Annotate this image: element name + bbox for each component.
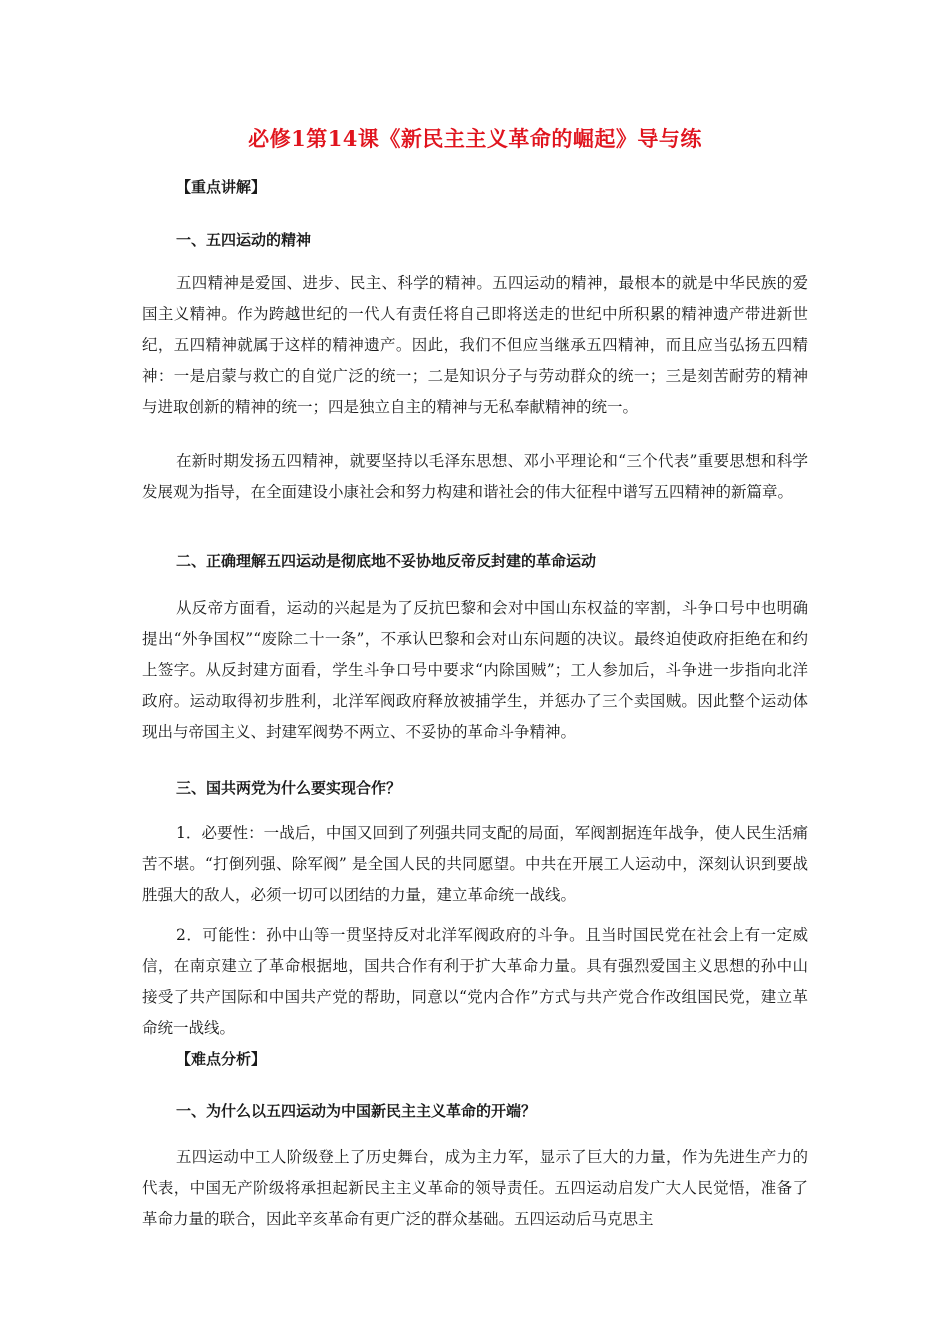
heading-may-fourth-spirit: 一、五四运动的精神	[176, 231, 312, 249]
paragraph-necessity: 1．必要性：一战后，中国又回到了列强共同支配的局面，军阀割据连年战争，使人民生活痛苦不堪。“打倒列强、除军阀” 是全国人民的共同愿望。中共在开展工人运动中，深刻认识到要战胜强大的敌人，必须一切可以团结的力量，建立革命统一战线。	[142, 824, 808, 904]
heading-kmt-ccp-cooperation: 三、国共两党为什么要实现合作？	[176, 779, 402, 797]
section-header-key-points: 【重点讲解】	[176, 178, 267, 196]
heading-revolutionary-movement: 二、正确理解五四运动是彻底地不妥协地反帝反封建的革命运动	[176, 552, 597, 570]
document-title: 必修1第14课《新民主主义革命的崛起》导与练	[248, 126, 702, 151]
paragraph-new-era: 在新时期发扬五四精神，就要坚持以毛泽东思想、邓小平理论和“三个代表”重要思想和科学发展观为指导，在全面建设小康社会和努力构建和谐社会的伟大征程中谱写五四精神的新篇章。	[142, 452, 808, 501]
paragraph-working-class: 五四运动中工人阶级登上了历史舞台，成为主力军，显示了巨大的力量，作为先进生产力的代表，中国无产阶级将承担起新民主主义革命的领导责任。五四运动启发广大人民觉悟，准备了革命力量的联合，因此辛亥革命有更广泛的群众基础。五四运动后马克思主	[142, 1148, 808, 1228]
heading-start-of-new-democratic-revolution: 一、为什么以五四运动为中国新民主主义革命的开端？	[176, 1102, 537, 1120]
paragraph-anti-imperialism: 从反帝方面看，运动的兴起是为了反抗巴黎和会对中国山东权益的宰割，斗争口号中也明确提出“外争国权”“废除二十一条”，不承认巴黎和会对山东问题的决议。最终迫使政府拒绝在和约上签字。从反封建方面看，学生斗争口号中要求“内除国贼”；工人参加后，斗争进一步指向北洋政府。运动取得初步胜利，北洋军阀政府释放被捕学生，并惩办了三个卖国贼。因此整个运动体现出与帝国主义、封建军阀势不两立、不妥协的革命斗争精神。	[142, 599, 808, 741]
paragraph-possibility: 2．可能性：孙中山等一贯坚持反对北洋军阀政府的斗争。且当时国民党在社会上有一定威信，在南京建立了革命根据地，国共合作有利于扩大革命力量。具有强烈爱国主义思想的孙中山接受了共产国际和中国共产党的帮助，同意以“党内合作”方式与共产党合作改组国民党，建立革命统一战线。	[142, 926, 808, 1037]
paragraph-may-fourth-spirit: 五四精神是爱国、进步、民主、科学的精神。五四运动的精神，最根本的就是中华民族的爱国主义精神。作为跨越世纪的一代人有责任将自己即将送走的世纪中所积累的精神遗产带进新世纪，五四精神就属于这样的精神遗产。因此，我们不但应当继承五四精神，而且应当弘扬五四精神：一是启蒙与救亡的自觉广泛的统一；二是知识分子与劳动群众的统一；三是刻苦耐劳的精神与进取创新的精神的统一；四是独立自主的精神与无私奉献精神的统一。	[142, 274, 808, 416]
section-header-difficult-points: 【难点分析】	[176, 1050, 267, 1068]
